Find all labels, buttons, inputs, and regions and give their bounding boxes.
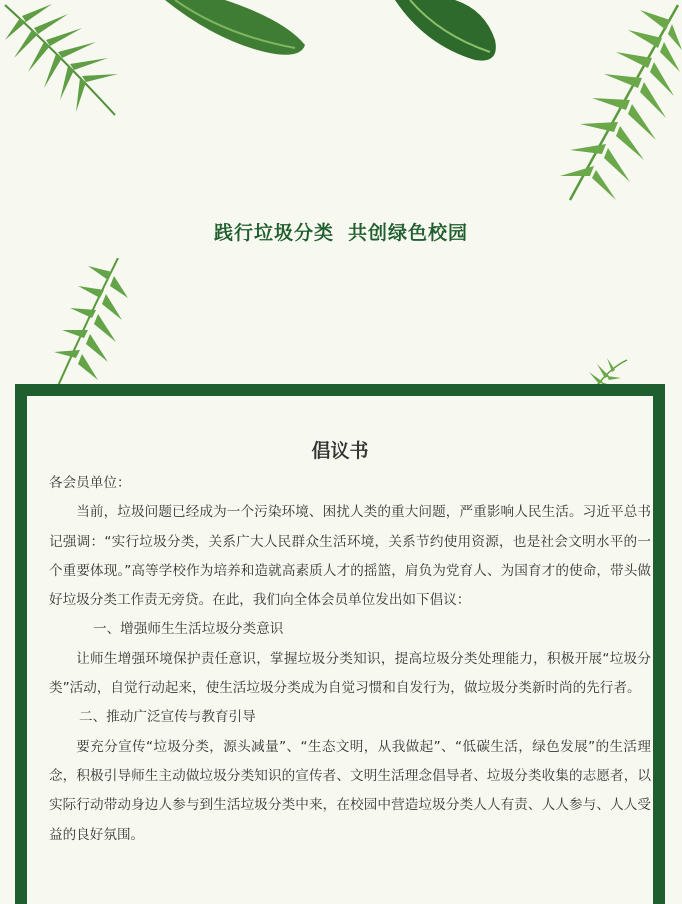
palm-leaf-top-left-icon bbox=[0, 0, 130, 130]
letter-body bbox=[49, 469, 651, 850]
page-title bbox=[0, 218, 682, 245]
palm-leaf-right-icon bbox=[540, 0, 682, 210]
section-1-text: 让师生增强环境保护责任意识，掌握垃圾分类知识，提高垃圾分类处理能力，积极开展“垃圾分类”活动，自觉行动起来，使生活垃圾分类成为自觉习惯和自发行为，做垃圾分类新时尚的先行者。 bbox=[49, 650, 651, 697]
section-1-heading: 一、增强师生生活垃圾分类意识 bbox=[93, 621, 284, 638]
letter-card-inner bbox=[27, 396, 653, 904]
palm-leaf-left-icon bbox=[48, 258, 128, 388]
title-part-2: 共创绿色校园 bbox=[348, 222, 469, 244]
letter-card bbox=[15, 384, 665, 904]
title-part-1: 践行垃圾分类 bbox=[213, 222, 334, 244]
monstera-leaf-top-icon bbox=[165, 0, 310, 60]
paragraph-intro: 当前，垃圾问题已经成为一个污染环境、困扰人类的重大问题，严重影响人民生活。习近平总书记强调：“实行垃圾分类，关系广大人民群众生活环境，关系节约使用资源，也是社会文明水平的一个重要体现。”高等学校作为培养和造就高素质人才的摇篮，肩负为党育人、为国育才的使命，带头做好垃圾分类工作责无旁贷。在此，我们向全体会员单位发出如下倡议： bbox=[49, 504, 651, 609]
letter-title: 倡议书 bbox=[311, 440, 369, 462]
monstera-leaf-top-right-icon bbox=[395, 0, 500, 65]
salutation: 各会员单位： bbox=[49, 475, 131, 491]
section-2-heading: 二、推动广泛宣传与教育引导 bbox=[79, 709, 256, 726]
section-2-text: 要充分宣传“垃圾分类，源头减量”、“生态文明，从我做起”、“低碳生活，绿色发展”的生活理念，积极引导师生主动做垃圾分类知识的宣传者、文明生活理念倡导者、垃圾分类收集的志愿者，以实际行动带动身边人参与到生活垃圾分类中来，在校园中营造垃圾分类人人有责、人人参与、人人受益的良好氛围。 bbox=[49, 738, 651, 843]
